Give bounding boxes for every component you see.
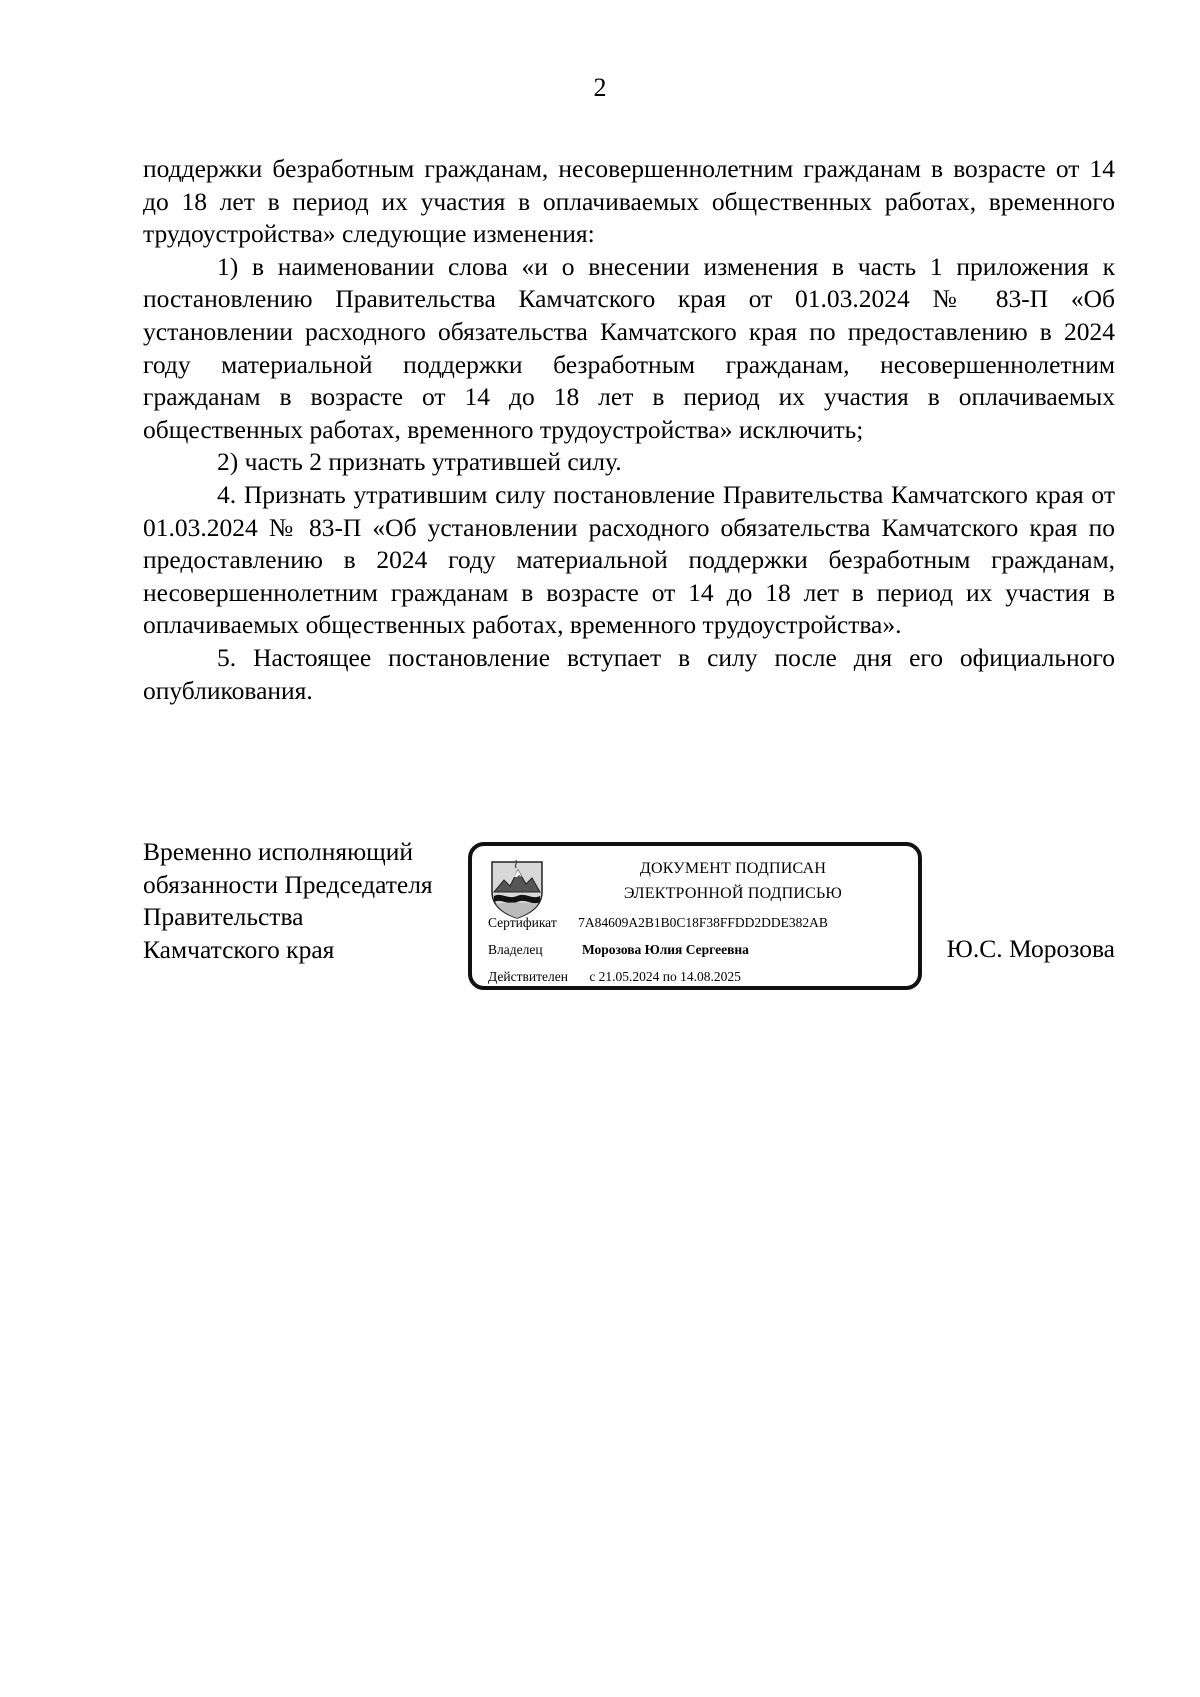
paragraph-clause-4: 4. Признать утратившим силу постановление Правительства Камчатского края от 01.03.2024 № 83-П «Об установлении расходного обязательства Камчатского края по предоставлению в 2024 году материальной поддержки безработным гражданам, несовершеннолетним гражданам в возрасте от 14 до 18 лет в период их участия в оплачиваемых общественных работах, временного трудоустройства».: [143, 479, 1115, 640]
stamp-certificate-row: [488, 914, 828, 932]
position-line: Камчатского края: [143, 934, 335, 964]
paragraph-item-2: 2) часть 2 признать утратившей силу.: [217, 447, 622, 477]
certificate-value: 7A84609A2B1B0C18F38FFDD2DDE382AB: [578, 915, 828, 930]
paragraph-clause-5: 5. Настоящее постановление вступает в силу после дня его официального опубликования.: [143, 642, 1115, 705]
position-line: Временно исполняющий: [143, 837, 414, 866]
position-line: Правительства: [143, 902, 304, 932]
stamp-title-line: ЭЛЕКТРОННОЙ ПОДПИСЬЮ: [623, 885, 843, 902]
stamp-title: [568, 856, 898, 906]
validity-value: с 21.05.2024 по 14.08.2025: [589, 969, 741, 984]
owner-label: Владелец: [488, 942, 543, 957]
stamp-title-line: ДОКУМЕНТ ПОДПИСАН: [639, 860, 827, 877]
validity-label: Действителен: [488, 969, 568, 984]
stamp-owner-row: [488, 941, 749, 959]
signer-name: Ю.С. Морозова: [946, 934, 1115, 963]
electronic-signature-stamp: [468, 842, 922, 990]
kamchatka-coat-of-arms-icon: [488, 858, 546, 920]
owner-value: Морозова Юлия Сергеевна: [581, 942, 749, 957]
position-line: обязанности Председателя: [143, 869, 433, 899]
paragraph-continuation: поддержки безработным гражданам, несовершеннолетним гражданам в возрасте от 14 до 18 лет в период их участия в оплачиваемых общественных работах, временного трудоустройства» следующие изменения:: [143, 154, 1115, 249]
page-number: 2: [593, 73, 607, 102]
signatory-position: [143, 836, 433, 966]
certificate-label: Сертификат: [488, 915, 557, 930]
document-body: [143, 153, 1115, 707]
stamp-validity-row: [488, 968, 741, 986]
paragraph-item-1: 1) в наименовании слова «и о внесении изменения в часть 1 приложения к постановлению Правительства Камчатского края от 01.03.2024 № 83-П «Об установлении расходного обязательства Камчатского края по предоставлению в 2024 году материальной поддержки безработным гражданам, несовершеннолетним гражданам в возрасте от 14 до 18 лет в период их участия в оплачиваемых общественных работах, временного трудоустройства» исключить;: [143, 251, 1115, 444]
